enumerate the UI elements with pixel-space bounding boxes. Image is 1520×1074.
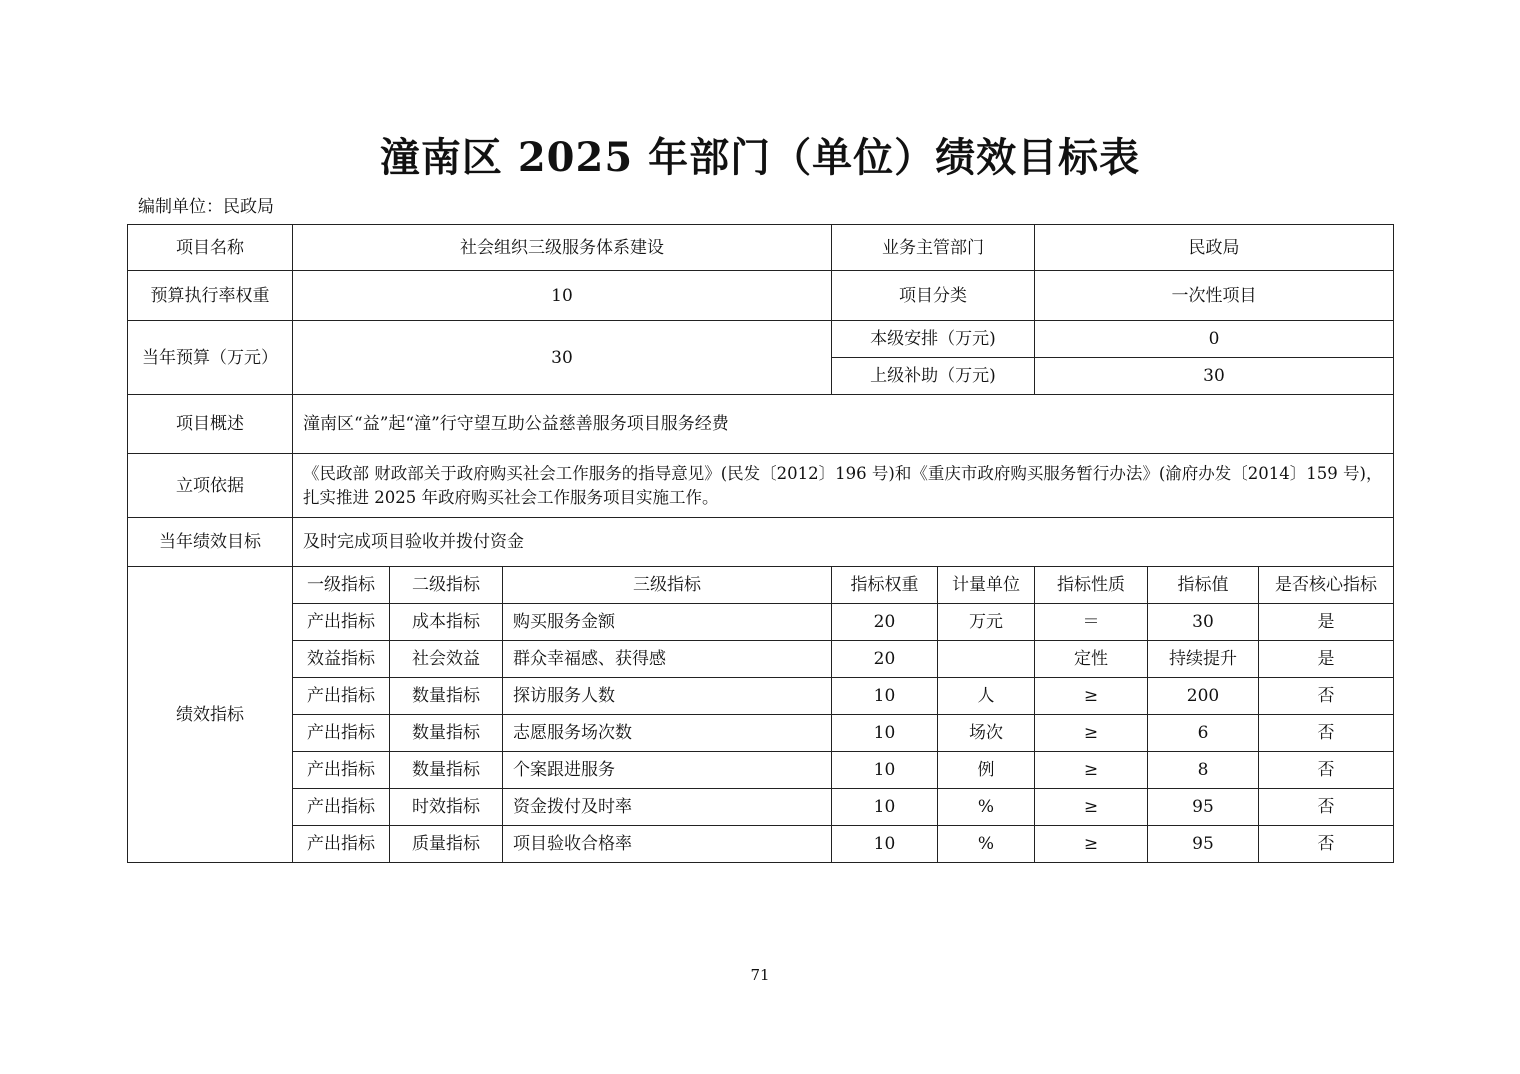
budget-weight-label: 预算执行率权重 <box>128 271 293 321</box>
table-row <box>128 641 1394 678</box>
header-unit: 计量单位 <box>938 567 1035 604</box>
table-row <box>128 604 1394 641</box>
cell-level2: 成本指标 <box>390 604 503 641</box>
cell-weight: 20 <box>832 641 938 678</box>
project-category-label: 项目分类 <box>832 271 1035 321</box>
goal-value: 及时完成项目验收并拨付资金 <box>293 518 1394 567</box>
indicators-section-label: 绩效指标 <box>128 567 293 863</box>
cell-nature: ≥ <box>1035 678 1148 715</box>
cell-level1: 产出指标 <box>293 715 390 752</box>
cell-unit: 人 <box>938 678 1035 715</box>
cell-weight: 20 <box>832 604 938 641</box>
annual-budget-value: 30 <box>293 321 832 395</box>
cell-weight: 10 <box>832 826 938 863</box>
cell-core: 是 <box>1259 604 1394 641</box>
department-label: 业务主管部门 <box>832 225 1035 271</box>
cell-value: 95 <box>1148 826 1259 863</box>
cell-nature: ≥ <box>1035 789 1148 826</box>
cell-unit: 万元 <box>938 604 1035 641</box>
local-allocation-value: 0 <box>1035 321 1394 358</box>
cell-unit <box>938 641 1035 678</box>
cell-level2: 数量指标 <box>390 678 503 715</box>
cell-value: 持续提升 <box>1148 641 1259 678</box>
cell-weight: 10 <box>832 752 938 789</box>
cell-value: 6 <box>1148 715 1259 752</box>
cell-weight: 10 <box>832 715 938 752</box>
goal-row <box>128 518 1394 567</box>
goal-label: 当年绩效目标 <box>128 518 293 567</box>
basis-label: 立项依据 <box>128 454 293 518</box>
cell-unit: 例 <box>938 752 1035 789</box>
cell-core: 否 <box>1259 752 1394 789</box>
cell-level1: 产出指标 <box>293 678 390 715</box>
table-row <box>128 752 1394 789</box>
cell-level2: 社会效益 <box>390 641 503 678</box>
table-row <box>128 826 1394 863</box>
page-number: 71 <box>750 966 770 984</box>
budget-row <box>128 321 1394 358</box>
cell-level2: 数量指标 <box>390 752 503 789</box>
project-name-row <box>128 225 1394 271</box>
cell-value: 200 <box>1148 678 1259 715</box>
cell-nature: 定性 <box>1035 641 1148 678</box>
cell-core: 否 <box>1259 715 1394 752</box>
cell-level3: 探访服务人数 <box>503 678 832 715</box>
cell-nature: ≥ <box>1035 715 1148 752</box>
department-value: 民政局 <box>1035 225 1394 271</box>
indicator-header-row <box>128 567 1394 604</box>
cell-core: 否 <box>1259 678 1394 715</box>
header-weight: 指标权重 <box>832 567 938 604</box>
header-level2: 二级指标 <box>390 567 503 604</box>
cell-level1: 产出指标 <box>293 789 390 826</box>
header-level1: 一级指标 <box>293 567 390 604</box>
cell-level3: 个案跟进服务 <box>503 752 832 789</box>
overview-row <box>128 395 1394 454</box>
cell-level1: 效益指标 <box>293 641 390 678</box>
local-allocation-label: 本级安排（万元) <box>832 321 1035 358</box>
overview-label: 项目概述 <box>128 395 293 454</box>
table-row <box>128 678 1394 715</box>
project-name-value: 社会组织三级服务体系建设 <box>293 225 832 271</box>
cell-level1: 产出指标 <box>293 604 390 641</box>
table-row <box>128 789 1394 826</box>
performance-target-table <box>127 224 1394 863</box>
budget-weight-value: 10 <box>293 271 832 321</box>
cell-nature: ＝ <box>1035 604 1148 641</box>
superior-subsidy-label: 上级补助（万元) <box>832 358 1035 395</box>
page-title: 潼南区 2025 年部门（单位）绩效目标表 <box>379 134 1141 181</box>
header-level3: 三级指标 <box>503 567 832 604</box>
cell-nature: ≥ <box>1035 826 1148 863</box>
header-nature: 指标性质 <box>1035 567 1148 604</box>
cell-unit: 场次 <box>938 715 1035 752</box>
project-name-label: 项目名称 <box>128 225 293 271</box>
header-core: 是否核心指标 <box>1259 567 1394 604</box>
overview-value: 潼南区“益”起“潼”行守望互助公益慈善服务项目服务经费 <box>293 395 1394 454</box>
cell-value: 8 <box>1148 752 1259 789</box>
compiling-unit: 编制单位：民政局 <box>138 197 274 217</box>
project-category-value: 一次性项目 <box>1035 271 1394 321</box>
cell-core: 是 <box>1259 641 1394 678</box>
cell-level2: 数量指标 <box>390 715 503 752</box>
cell-value: 30 <box>1148 604 1259 641</box>
cell-unit: % <box>938 826 1035 863</box>
annual-budget-label: 当年预算（万元） <box>128 321 293 395</box>
cell-level3: 志愿服务场次数 <box>503 715 832 752</box>
cell-level1: 产出指标 <box>293 752 390 789</box>
cell-level2: 质量指标 <box>390 826 503 863</box>
weight-row <box>128 271 1394 321</box>
header-value: 指标值 <box>1148 567 1259 604</box>
cell-level2: 时效指标 <box>390 789 503 826</box>
superior-subsidy-value: 30 <box>1035 358 1394 395</box>
basis-row <box>128 454 1394 518</box>
cell-nature: ≥ <box>1035 752 1148 789</box>
cell-weight: 10 <box>832 789 938 826</box>
cell-core: 否 <box>1259 826 1394 863</box>
cell-level3: 购买服务金额 <box>503 604 832 641</box>
table-row <box>128 715 1394 752</box>
cell-level3: 群众幸福感、获得感 <box>503 641 832 678</box>
basis-value: 《民政部 财政部关于政府购买社会工作服务的指导意见》(民发〔2012〕196 号)和《重庆市政府购买服务暂行办法》(渝府办发〔2014〕159 号)，扎实推进 2025 年政府购买社会工作服务项目实施工作。 <box>293 454 1394 518</box>
cell-level1: 产出指标 <box>293 826 390 863</box>
cell-level3: 资金拨付及时率 <box>503 789 832 826</box>
cell-level3: 项目验收合格率 <box>503 826 832 863</box>
cell-value: 95 <box>1148 789 1259 826</box>
cell-core: 否 <box>1259 789 1394 826</box>
cell-weight: 10 <box>832 678 938 715</box>
cell-unit: % <box>938 789 1035 826</box>
